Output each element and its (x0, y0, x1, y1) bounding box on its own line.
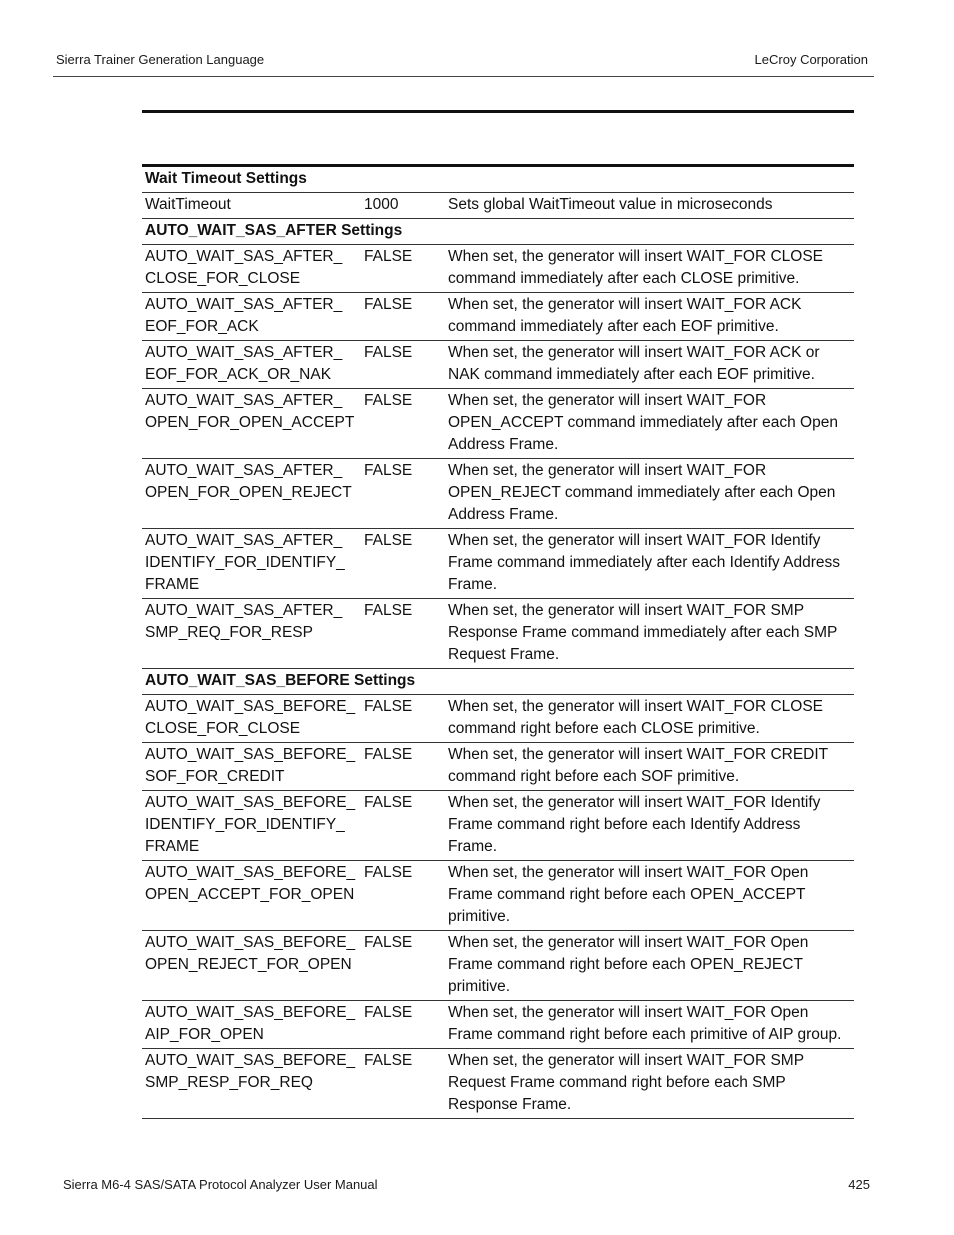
table-row (142, 695, 854, 743)
table-row (142, 389, 854, 459)
setting-name: AUTO_WAIT_SAS_AFTER_ EOF_FOR_ACK_OR_NAK (142, 341, 361, 389)
section-divider (142, 110, 854, 113)
setting-name: AUTO_WAIT_SAS_AFTER_ IDENTIFY_FOR_IDENTIFY_ FRAME (142, 529, 361, 599)
setting-name: AUTO_WAIT_SAS_AFTER_ CLOSE_FOR_CLOSE (142, 245, 361, 293)
setting-description: When set, the generator will insert WAIT_FOR Open Frame command right before each primitive of AIP group. (445, 1001, 854, 1049)
header-divider (53, 76, 874, 77)
setting-value: FALSE (361, 791, 445, 861)
setting-name: AUTO_WAIT_SAS_BEFORE_ IDENTIFY_FOR_IDENTIFY_ FRAME (142, 791, 361, 861)
setting-value: FALSE (361, 743, 445, 791)
settings-table-body (142, 166, 854, 1119)
section-title: Wait Timeout Settings (142, 166, 854, 193)
table-row (142, 743, 854, 791)
setting-value: FALSE (361, 599, 445, 669)
setting-description: When set, the generator will insert WAIT_FOR ACK command immediately after each EOF primitive. (445, 293, 854, 341)
table-row (142, 599, 854, 669)
setting-description: Sets global WaitTimeout value in microseconds (445, 193, 854, 219)
setting-value: FALSE (361, 341, 445, 389)
table-row (142, 791, 854, 861)
setting-value: FALSE (361, 459, 445, 529)
settings-table (142, 164, 854, 1119)
setting-name: AUTO_WAIT_SAS_AFTER_ EOF_FOR_ACK (142, 293, 361, 341)
setting-value: FALSE (361, 529, 445, 599)
setting-description: When set, the generator will insert WAIT_FOR OPEN_REJECT command immediately after each Open Address Frame. (445, 459, 854, 529)
setting-name: AUTO_WAIT_SAS_AFTER_ OPEN_FOR_OPEN_ACCEPT (142, 389, 361, 459)
setting-description: When set, the generator will insert WAIT_FOR SMP Request Frame command right before each SMP Response Frame. (445, 1049, 854, 1119)
setting-name: AUTO_WAIT_SAS_AFTER_ SMP_REQ_FOR_RESP (142, 599, 361, 669)
setting-description: When set, the generator will insert WAIT_FOR CLOSE command immediately after each CLOSE primitive. (445, 245, 854, 293)
setting-description: When set, the generator will insert WAIT_FOR Identify Frame command immediately after each Identify Address Frame. (445, 529, 854, 599)
table-row (142, 459, 854, 529)
setting-value: FALSE (361, 861, 445, 931)
setting-description: When set, the generator will insert WAIT_FOR CREDIT command right before each SOF primitive. (445, 743, 854, 791)
table-row (142, 1001, 854, 1049)
setting-value: FALSE (361, 245, 445, 293)
setting-description: When set, the generator will insert WAIT_FOR ACK or NAK command immediately after each EOF primitive. (445, 341, 854, 389)
table-row (142, 1049, 854, 1119)
section-title: AUTO_WAIT_SAS_AFTER Settings (142, 219, 854, 245)
setting-description: When set, the generator will insert WAIT_FOR Open Frame command right before each OPEN_ACCEPT primitive. (445, 861, 854, 931)
setting-description: When set, the generator will insert WAIT_FOR SMP Response Frame command immediately after each SMP Request Frame. (445, 599, 854, 669)
footer-manual-title: Sierra M6-4 SAS/SATA Protocol Analyzer User Manual (63, 1177, 378, 1192)
setting-name: AUTO_WAIT_SAS_BEFORE_ SOF_FOR_CREDIT (142, 743, 361, 791)
setting-value: 1000 (361, 193, 445, 219)
section-header-row (142, 166, 854, 193)
setting-value: FALSE (361, 695, 445, 743)
table-row (142, 293, 854, 341)
setting-name: AUTO_WAIT_SAS_BEFORE_ OPEN_ACCEPT_FOR_OPEN (142, 861, 361, 931)
section-title: AUTO_WAIT_SAS_BEFORE Settings (142, 669, 854, 695)
page-number: 425 (848, 1177, 870, 1192)
table-row (142, 861, 854, 931)
table-row (142, 529, 854, 599)
setting-description: When set, the generator will insert WAIT_FOR Open Frame command right before each OPEN_REJECT primitive. (445, 931, 854, 1001)
setting-value: FALSE (361, 931, 445, 1001)
setting-name: AUTO_WAIT_SAS_BEFORE_ CLOSE_FOR_CLOSE (142, 695, 361, 743)
setting-name: AUTO_WAIT_SAS_BEFORE_ SMP_RESP_FOR_REQ (142, 1049, 361, 1119)
setting-value: FALSE (361, 389, 445, 459)
running-header-company: LeCroy Corporation (754, 52, 868, 67)
section-header-row (142, 219, 854, 245)
setting-value: FALSE (361, 293, 445, 341)
setting-description: When set, the generator will insert WAIT_FOR CLOSE command right before each CLOSE primitive. (445, 695, 854, 743)
setting-value: FALSE (361, 1001, 445, 1049)
table-row (142, 245, 854, 293)
setting-value: FALSE (361, 1049, 445, 1119)
setting-name: AUTO_WAIT_SAS_AFTER_ OPEN_FOR_OPEN_REJECT (142, 459, 361, 529)
section-header-row (142, 669, 854, 695)
setting-name: AUTO_WAIT_SAS_BEFORE_ AIP_FOR_OPEN (142, 1001, 361, 1049)
running-header-title: Sierra Trainer Generation Language (56, 52, 265, 67)
setting-description: When set, the generator will insert WAIT_FOR OPEN_ACCEPT command immediately after each Open Address Frame. (445, 389, 854, 459)
setting-description: When set, the generator will insert WAIT_FOR Identify Frame command right before each Identify Address Frame. (445, 791, 854, 861)
table-row (142, 931, 854, 1001)
table-row (142, 341, 854, 389)
setting-name: WaitTimeout (142, 193, 361, 219)
table-row (142, 193, 854, 219)
setting-name: AUTO_WAIT_SAS_BEFORE_ OPEN_REJECT_FOR_OPEN (142, 931, 361, 1001)
